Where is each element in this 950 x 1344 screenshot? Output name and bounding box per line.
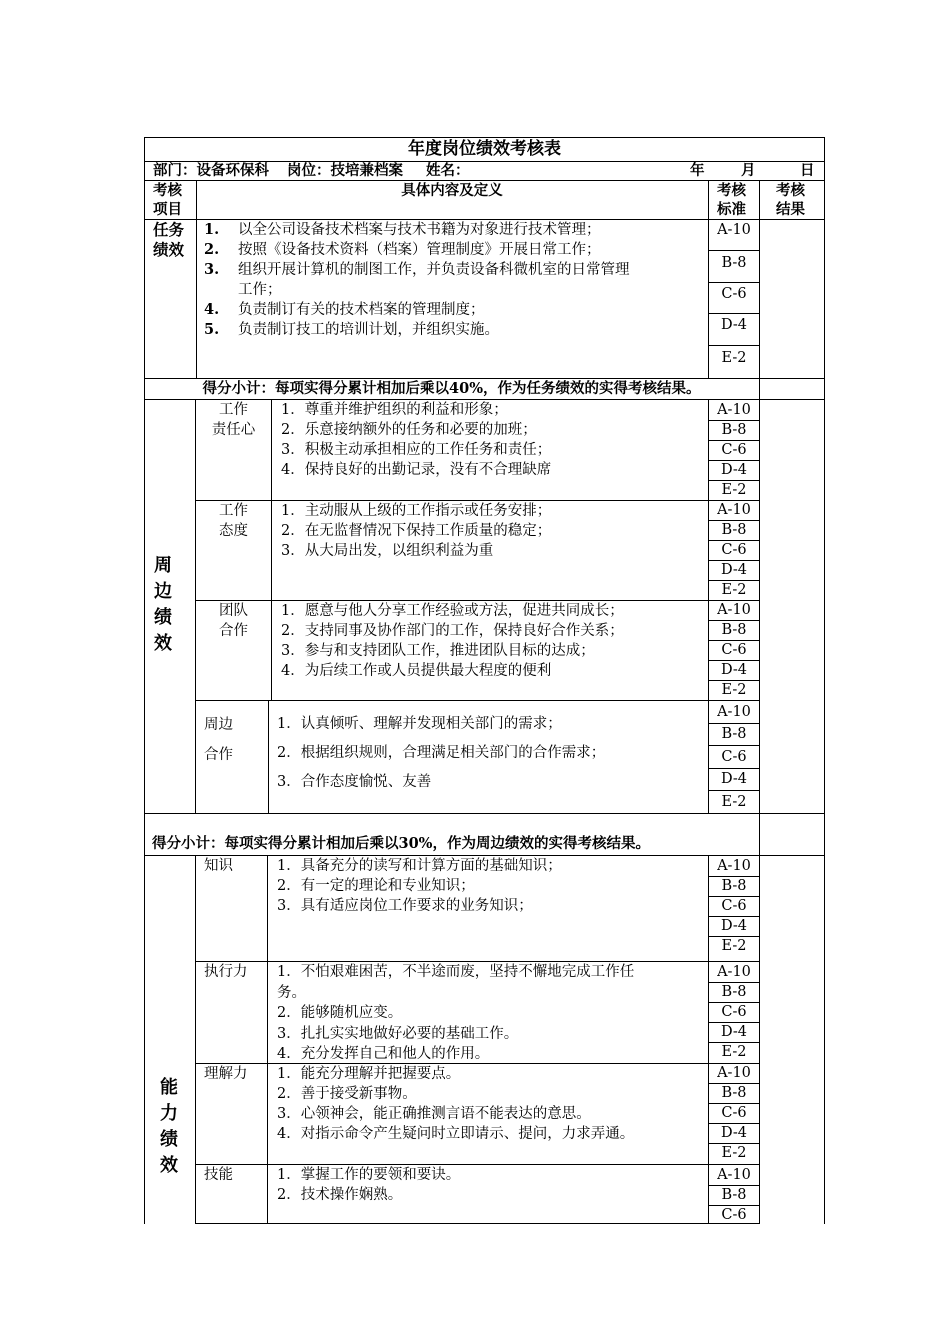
day-label: 日 [800, 162, 815, 179]
list-item: 2．根据组织规则，合理满足相关部门的合作需求； [277, 745, 606, 761]
list-item: 4．对指示命令产生疑问时立即请示、提问，力求弄通。 [277, 1126, 635, 1142]
peripheral-group-items [281, 601, 624, 681]
list-item: 务。 [277, 984, 306, 1001]
grade-a: A-10 [717, 502, 751, 518]
grade-e: E-2 [721, 938, 747, 954]
list-item: 4．充分发挥自己和他人的作用。 [277, 1046, 490, 1062]
peripheral-group-items [281, 501, 551, 561]
grade-c: C-6 [721, 749, 747, 765]
grade-b: B-8 [721, 878, 747, 894]
year-label: 年 [690, 162, 705, 179]
grade-e: E-2 [721, 482, 747, 498]
peripheral-group-name: 周边 合作 [204, 717, 233, 763]
ability-group-items [277, 962, 634, 1065]
list-item: 3．从大局出发，以组织利益为重 [281, 543, 494, 559]
col-item-header: 考核 项目 [153, 182, 182, 218]
task-grade-d: D-4 [720, 317, 748, 333]
grade-c: C-6 [721, 1004, 747, 1020]
task-grade-c: C-6 [721, 286, 747, 302]
ability-group-name: 执行力 [204, 964, 248, 980]
task-subtotal: 得分小计：每项实得分累计相加后乘以40%，作为任务绩效的实得考核结果。 [202, 380, 701, 397]
list-item: 2．有一定的理论和专业知识； [277, 878, 475, 894]
grade-e: E-2 [721, 794, 747, 810]
list-item: 3．心领神会，能正确推测言语不能表达的意思。 [277, 1106, 591, 1122]
grade-d: D-4 [720, 1024, 748, 1040]
grade-a: A-10 [717, 858, 751, 874]
list-item: 3. 组织开展计算机的制图工作，并负责设备科微机室的日常管理 [204, 261, 630, 278]
list-item: 3．参与和支持团队工作，推进团队目标的达成； [281, 643, 595, 659]
grade-b: B-8 [721, 984, 747, 1000]
grade-e: E-2 [721, 1145, 747, 1161]
list-item: 2．支持同事及协作部门的工作，保持良好合作关系； [281, 623, 624, 639]
peripheral-group-items [277, 710, 605, 797]
list-item: 3．具有适应岗位工作要求的业务知识； [277, 898, 533, 914]
grade-d: D-4 [720, 771, 748, 787]
list-item: 1．不怕艰难困苦，不半途而废，坚持不懈地完成工作任 [277, 964, 635, 980]
grade-d: D-4 [720, 918, 748, 934]
peripheral-group-name: 团队 合作 [219, 603, 248, 639]
grade-d: D-4 [720, 462, 748, 478]
form-title: 年度岗位绩效考核表 [408, 139, 561, 159]
grade-b: B-8 [721, 726, 747, 742]
grade-b: B-8 [721, 1085, 747, 1101]
list-item: 3．积极主动承担相应的工作任务和责任； [281, 442, 552, 458]
list-item: 2. 按照《设备技术资料（档案）管理制度》开展日常工作； [204, 241, 601, 258]
peripheral-group-name: 工作 态度 [219, 503, 248, 539]
grade-d: D-4 [720, 1125, 748, 1141]
list-item: 1．愿意与他人分享工作经验或方法，促进共同成长； [281, 603, 624, 619]
list-item: 4．保持良好的出勤记录，没有不合理缺席 [281, 462, 552, 478]
grade-a: A-10 [717, 1167, 751, 1183]
list-item-continuation: 工作； [238, 282, 282, 298]
list-item: 1．掌握工作的要领和要诀。 [277, 1167, 461, 1183]
list-item: 2．乐意接纳额外的任务和必要的加班； [281, 422, 537, 438]
peripheral-label: 周 边 绩 效 [154, 555, 172, 654]
department-label: 部门：设备环保科 [153, 162, 269, 179]
ability-group-items [277, 856, 562, 916]
grade-e: E-2 [721, 582, 747, 598]
list-item: 2．在无监督情况下保持工作质量的稳定； [281, 523, 552, 539]
list-item: 4. 负责制订有关的技术档案的管理制度； [204, 301, 485, 318]
grade-c: C-6 [721, 1105, 747, 1121]
list-item: 2．善于接受新事物。 [277, 1086, 417, 1102]
grade-b: B-8 [721, 622, 747, 638]
list-item: 4．为后续工作或人员提供最大程度的便利 [281, 663, 552, 679]
list-item: 1．具备充分的读写和计算方面的基础知识； [277, 858, 562, 874]
list-item: 1．尊重并维护组织的利益和形象； [281, 402, 508, 418]
peripheral-group-name: 工作 责任心 [211, 402, 256, 438]
grade-e: E-2 [721, 1044, 747, 1060]
grade-b: B-8 [721, 522, 747, 538]
grade-a: A-10 [717, 964, 751, 980]
task-grade-e: E-2 [721, 350, 747, 366]
grade-b: B-8 [721, 422, 747, 438]
name-label: 姓名： [426, 162, 470, 179]
grade-c: C-6 [721, 442, 747, 458]
grade-c: C-6 [721, 1207, 747, 1223]
post-label: 岗位：技培兼档案 [287, 162, 403, 179]
task-grade-a: A-10 [717, 222, 751, 238]
grade-e: E-2 [721, 682, 747, 698]
ability-group-name: 技能 [204, 1167, 233, 1183]
list-item: 2．技术操作娴熟。 [277, 1187, 403, 1203]
grade-c: C-6 [721, 898, 747, 914]
list-item: 5. 负责制订技工的培训计划，并组织实施。 [204, 321, 499, 338]
task-grade-b: B-8 [721, 255, 747, 271]
grade-a: A-10 [717, 1065, 751, 1081]
list-item: 1．能充分理解并把握要点。 [277, 1066, 461, 1082]
list-item: 1. 以全公司设备技术档案与技术书籍为对象进行技术管理； [204, 221, 601, 238]
list-item: 3．扎扎实实地做好必要的基础工作。 [277, 1025, 519, 1042]
peripheral-subtotal: 得分小计：每项实得分累计相加后乘以30%，作为周边绩效的实得考核结果。 [152, 835, 650, 852]
list-item: 1．主动服从上级的工作指示或任务安排； [281, 503, 552, 519]
list-item: 3．合作态度愉悦、友善 [277, 774, 432, 790]
grade-c: C-6 [721, 642, 747, 658]
task-label: 任务 绩效 [153, 220, 185, 259]
ability-group-name: 理解力 [204, 1066, 248, 1082]
peripheral-group-items [281, 400, 551, 480]
ability-group-items [277, 1064, 634, 1144]
list-item: 1．认真倾听、理解并发现相关部门的需求； [277, 716, 562, 732]
col-content-header: 具体内容及定义 [401, 182, 503, 199]
grade-c: C-6 [721, 542, 747, 558]
grade-a: A-10 [717, 402, 751, 418]
ability-group-name: 知识 [204, 858, 233, 874]
ability-label: 能 力 绩 效 [160, 1077, 178, 1176]
grade-a: A-10 [717, 704, 751, 720]
grade-a: A-10 [717, 602, 751, 618]
month-label: 月 [741, 162, 756, 179]
task-items [204, 220, 630, 340]
list-item: 2．能够随机应变。 [277, 1005, 403, 1021]
ability-group-items [277, 1165, 460, 1205]
col-standard-header: 考核 标准 [717, 182, 746, 218]
grade-d: D-4 [720, 562, 748, 578]
grade-b: B-8 [721, 1187, 747, 1203]
col-result-header: 考核 结果 [776, 182, 805, 218]
grade-d: D-4 [720, 662, 748, 678]
